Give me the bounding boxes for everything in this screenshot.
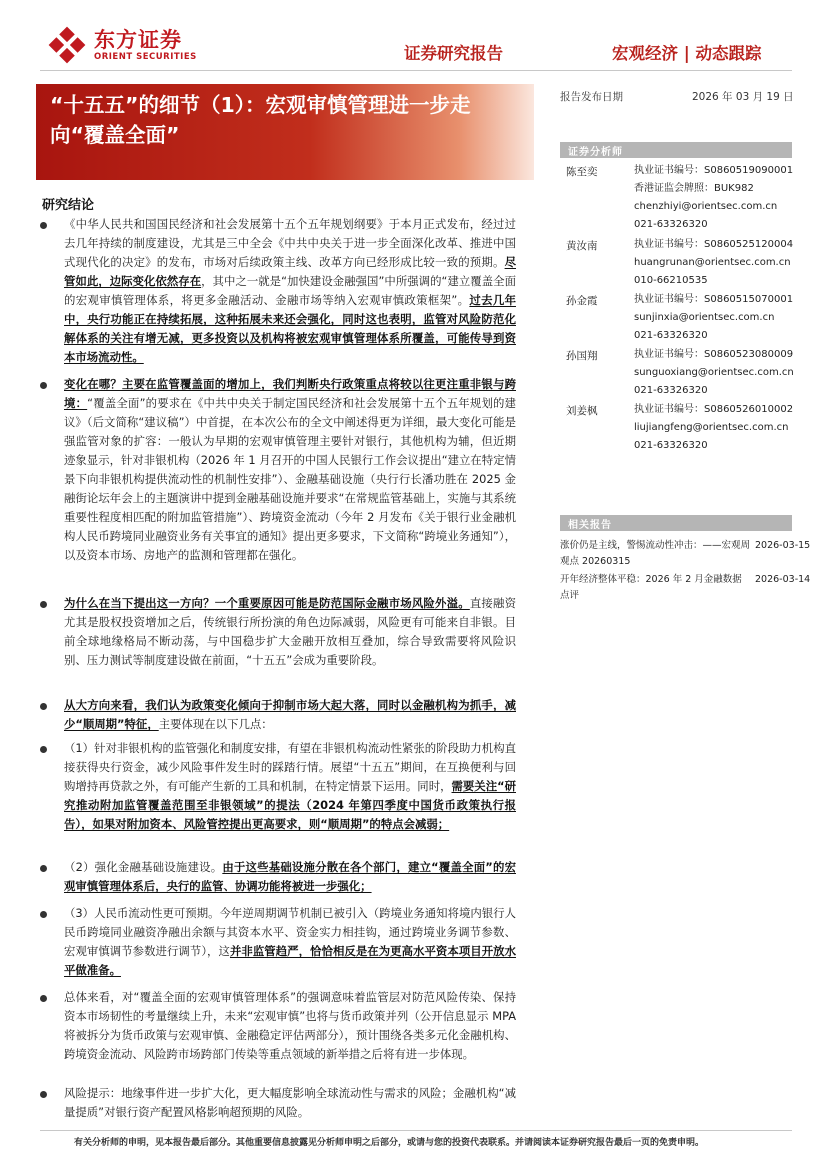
section-title: 研究结论 (42, 198, 95, 213)
bullet-icon (40, 703, 47, 710)
analyst-phone: 021-63326320 (634, 385, 708, 396)
analyst-hk-license: 香港证监会牌照：BUK982 (634, 183, 754, 194)
analyst-email[interactable]: liujiangfeng@orientsec.com.cn (634, 422, 789, 433)
analyst-license: 执业证书编号：S0860523080009 (634, 349, 794, 360)
analyst-name: 刘姜枫 (566, 405, 598, 417)
paragraph-text: “覆盖全面”的要求在《中共中央关于制定国民经济和社会发展第十五个五年规划的建议》（后文简称“建议稿”）中首提，在本次公布的全文中阐述得更为详细，最大变化可能是强监管对象的扩容：一般认为早期的宏观审慎管理主要针对银行，其他机构为辅，但近期迹象显示，针对非银机构（2026 年 1 月召开的中国人民银行工作会议提出“建立在特定情景下向非银机构提供流动性的机制性安排”）、金融基础设施（央行行长潘功胜在 2025 金融街论坛年会上的主题演讲中提到金融基础设施并要求“在常规监管基础上，实施与其系统重要性程度相匹配的附加监管措施”）、跨境资金流动（今年 2 月发布《关于银行业金融机构人民币跨境同业融资业务有关事宜的通知》提出更多要求，下文简称“跨境业务通知”），以及资本市场、房地产的监测和管理都在强化。 (64, 396, 516, 562)
paragraph-emphasis: 需要关注“研究推动附加监管覆盖范围至非银领域”的提法（2024 年第四季度中国货币政策执行报告），如果对附加资本、风险管控提出更高要求，则“顺周期”的特点会减弱； (64, 779, 516, 831)
analysts-header-label: 证券分析师 (568, 147, 623, 158)
date-label: 报告发布日期 (560, 91, 623, 103)
footer-divider (40, 1130, 792, 1131)
related-header-label: 相关报告 (568, 520, 612, 531)
analyst-name: 陈至奕 (566, 166, 598, 178)
title-band (36, 84, 534, 180)
date-value: 2026 年 03 月 19 日 (692, 91, 794, 103)
analyst-phone: 021-63326320 (634, 440, 708, 451)
analyst-phone: 010-66210535 (634, 275, 708, 286)
bullet-icon (40, 1091, 47, 1098)
analyst-phone: 021-63326320 (634, 330, 708, 341)
bullet-icon (40, 601, 47, 608)
analyst-email[interactable]: chenzhiyi@orientsec.com.cn (634, 201, 778, 212)
header-divider (40, 70, 792, 71)
paragraph-text: 直接融资尤其是股权投资增加之后，传统银行所扮演的角色边际减弱，风险更有可能来自非银。目前全球地缘格局不断动荡，与中国稳步扩大金融开放相互叠加，综合导致需要将风险识别、压力测试等制度建设做在前面，“十五五”会成为重要阶段。 (64, 596, 516, 667)
paragraph-emphasis: 过去几年中，央行功能正在持续拓展，这种拓展未来还会强化，同时这也表明，监管对风险防范化解体系的关注有增无减，更多投资以及机构将被宏观审慎管理体系所覆盖，可能传导到资本市场流动性。 (64, 293, 516, 364)
paragraph-2 (64, 375, 516, 565)
paragraph-text: （3）人民币流动性更可预期。今年逆周期调节机制已被引入（跨境业务通知将境内银行人民币跨境同业融资净融出余额与其资本水平、资金实力相挂钩，通过跨境业务调节参数、宏观审慎调节参数进行调节），这 (64, 906, 516, 958)
paragraph-8: 总体来看，对“覆盖全面的宏观审慎管理体系”的强调意味着监管层对防范风险传染、保持资本市场韧性的考量继续上升，未来“宏观审慎”也将与货币政策并列（公开信息显示 MPA 将被拆分为货币政策与宏观审慎、金融稳定评估两部分），预计围绕各类多元化金融机构、跨境资金流动、风险跨市场跨部门传染等重点领域的新举措之后将有进一步体现。 (64, 990, 516, 1061)
company-logo (48, 24, 228, 66)
logo-en-text: ORIENT SECURITIES (94, 51, 197, 62)
footer-disclaimer: 有关分析师的申明，见本报告最后部分。其他重要信息披露见分析师申明之后部分，或请与您的投资代表联系。并请阅读本证券研究报告最后一页的免责申明。 (74, 1138, 705, 1148)
paragraph-text: 主要体现在以下几点： (158, 717, 273, 731)
analyst-email[interactable]: huangrunan@orientsec.com.cn (634, 257, 791, 268)
analyst-email[interactable]: sunguoxiang@orientsec.com.cn (634, 367, 794, 378)
report-type: 证券研究报告 (404, 44, 503, 63)
bullet-icon (40, 746, 47, 753)
paragraph-6 (64, 858, 516, 896)
paragraph-emphasis: 从大方向来看，我们认为政策变化倾向于抑制市场大起大落，同时以金融机构为抓手，减少“顺周期”特征， (64, 698, 516, 731)
analyst-name: 孙金霞 (566, 295, 598, 307)
analyst-email[interactable]: sunjinxia@orientsec.com.cn (634, 312, 775, 323)
related-report-date: 2026-03-15 (755, 540, 811, 551)
bullet-icon (40, 995, 47, 1002)
paragraph-emphasis: 为什么在当下提出这一方向？一个重要原因可能是防范国际金融市场风险外溢。 (64, 596, 470, 610)
bullet-icon (40, 911, 47, 918)
analysts-header (560, 142, 792, 158)
paragraph-text: （1）针对非银机构的监管强化和制度安排，有望在非银机构流动性紧张的阶段助力机构直接获得央行资金，减少风险事件发生时的踩踏行情。展望“十五五”期间，在互换便利与回购增持再贷款之外，有可能产生新的工具和机制，在特定情景下运用。同时， (64, 741, 516, 793)
analyst-name: 黄汝南 (566, 240, 598, 252)
analyst-license: 执业证书编号：S0860519090001 (634, 165, 794, 176)
paragraph-emphasis: 并非监管趋严，恰恰相反是在为更高水平资本项目开放水平做准备。 (64, 944, 516, 977)
analyst-license: 执业证书编号：S0860526010002 (634, 404, 794, 415)
bullet-icon (40, 382, 47, 389)
paragraph-4 (64, 696, 516, 734)
paragraph-3 (64, 594, 516, 670)
paragraph-text: 《中华人民共和国国民经济和社会发展第十五个五年规划纲要》于本月正式发布，经过过去几年持续的制度建设，尤其是三中全会《中共中央关于进一步全面深化改革、推进中国式现代化的决定》的发布，市场对后续政策主线、改革方向已经形成比较一致的预期。 (64, 217, 516, 269)
logo-mark-icon (48, 26, 86, 64)
related-report-link[interactable]: 开年经济整体平稳：2026 年 2 月金融数据点评 (560, 574, 742, 601)
bullet-icon (40, 865, 47, 872)
paragraph-5 (64, 739, 516, 834)
related-header (560, 515, 792, 531)
paragraph-emphasis: 由于这些基础设施分散在各个部门，建立“覆盖全面”的宏观审慎管理体系后，央行的监管、协调功能将被进一步强化； (64, 860, 516, 893)
paragraph-7 (64, 904, 516, 980)
paragraph-9: 风险提示：地缘事件进一步扩大化，更大幅度影响全球流动性与需求的风险；金融机构“减量提质”对银行资产配置风格影响超预期的风险。 (64, 1086, 516, 1119)
paragraph-1 (64, 215, 516, 367)
report-title: “十五五”的细节（1）：宏观审慎管理进一步走向“覆盖全面” (50, 93, 471, 147)
paragraph-emphasis: 尽管如此，边际变化依然存在 (64, 255, 516, 288)
analyst-name: 孙国翔 (566, 350, 598, 362)
paragraph-emphasis: 变化在哪？主要在监管覆盖面的增加上，我们判断央行政策重点将较以往更注重非银与跨境： (64, 377, 516, 410)
analyst-license: 执业证书编号：S0860525120004 (634, 239, 794, 250)
related-report-date: 2026-03-14 (755, 574, 811, 585)
related-report-link[interactable]: 涨价仍是主线，警惕流动性冲击：——宏观周观点 20260315 (560, 540, 751, 567)
bullet-icon (40, 222, 47, 229)
paragraph-text: ，其中之一就是“加快建设金融强国”中所强调的“建立覆盖全面的宏观审慎管理体系，将更多金融活动、金融市场等纳入宏观审慎政策框架”。 (64, 274, 516, 307)
report-category: 宏观经济 | 动态跟踪 (612, 44, 762, 63)
analyst-phone: 021-63326320 (634, 219, 708, 230)
analyst-license: 执业证书编号：S0860515070001 (634, 294, 794, 305)
logo-cn-text: 东方证券 (94, 27, 182, 52)
paragraph-text: （2）强化金融基础设施建设。 (64, 860, 223, 874)
